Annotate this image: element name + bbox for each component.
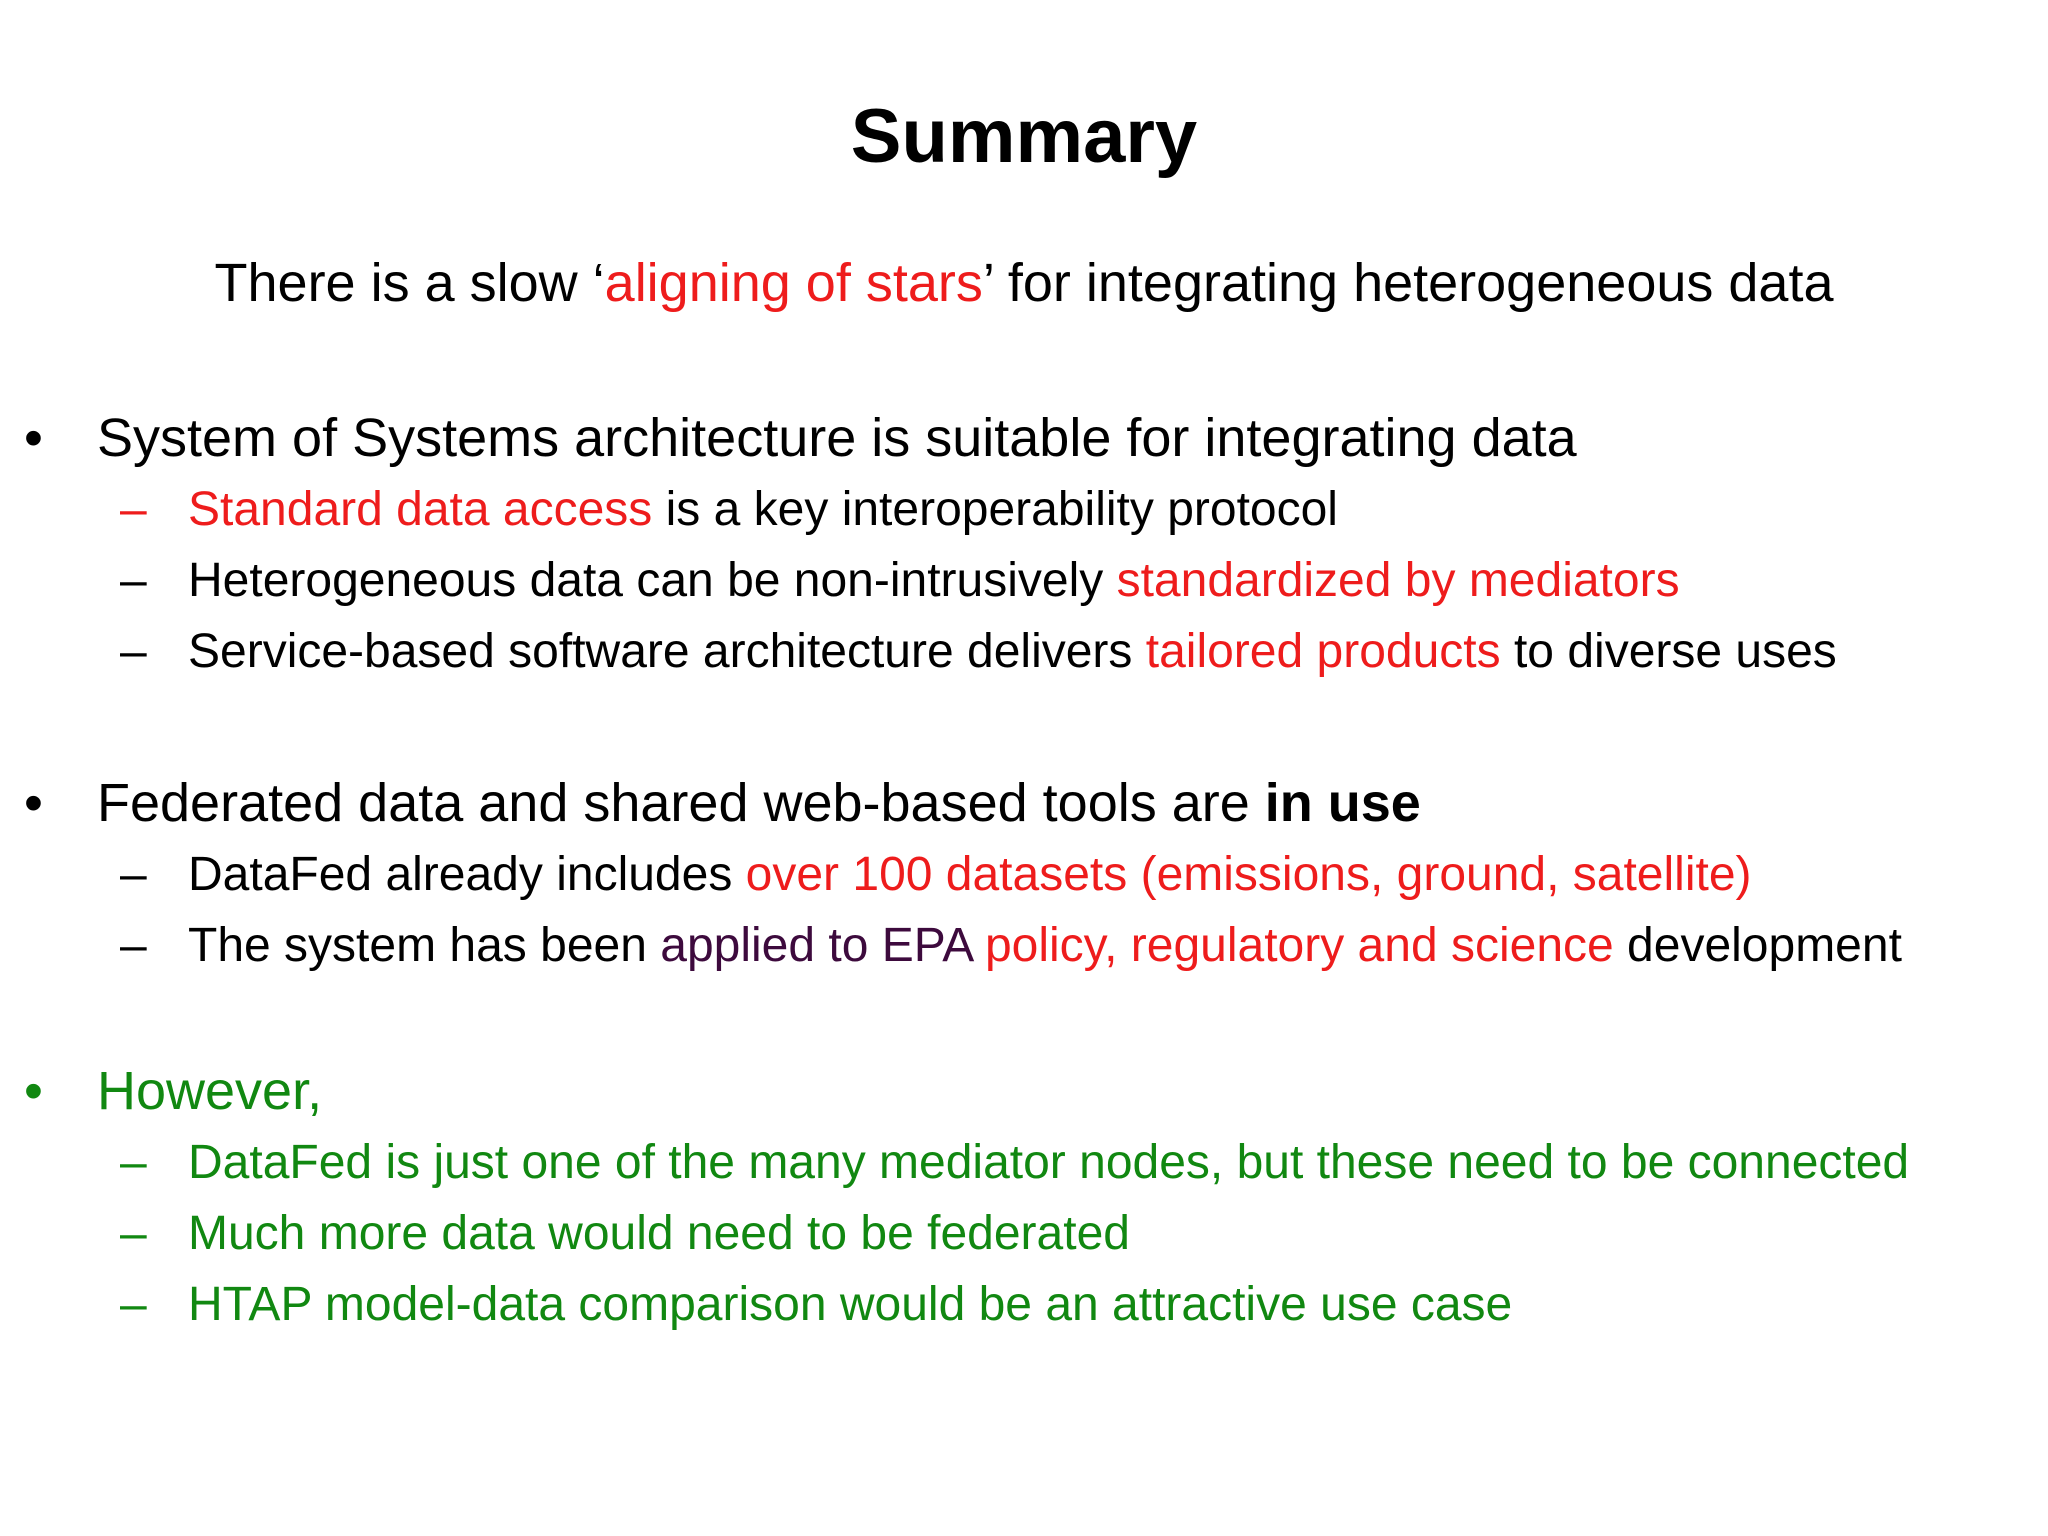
sub-bullet-marker: – (120, 1207, 147, 1260)
sub-bullet-item (188, 481, 1338, 539)
sub-bullet-text: to diverse uses (1500, 625, 1837, 678)
bullet-text-bold: in use (1264, 773, 1421, 833)
subtitle-text-before: There is a slow ‘ (214, 253, 605, 313)
bullet-marker: • (24, 773, 43, 833)
bullet-marker: • (24, 1061, 43, 1121)
sub-bullet-item: DataFed is just one of the many mediator nodes, but these need to be connected (188, 1136, 1910, 1189)
sub-bullet-marker: – (120, 1278, 147, 1331)
sub-bullet-text: Service-based software architecture delivers (188, 625, 1146, 678)
bullet-text (97, 771, 1421, 835)
sub-bullet-item (188, 846, 1752, 904)
sub-bullet-text: The system has been (188, 919, 661, 972)
bullet-text-plain: Federated data and shared web-based tools are (97, 773, 1265, 833)
sub-bullet-item: HTAP model-data comparison would be an attractive use case (188, 1278, 1513, 1331)
sub-bullet-marker: – (120, 554, 147, 607)
bullet-marker: • (24, 408, 43, 468)
sub-bullet-item (188, 623, 1837, 681)
sub-bullet-marker: – (120, 1136, 147, 1189)
sub-bullet-highlight: standardized by mediators (1116, 554, 1680, 607)
sub-bullet-item: Much more data would need to be federated (188, 1207, 1130, 1260)
sub-bullet-highlight: tailored products (1145, 625, 1501, 678)
subtitle-text-after: ’ for integrating heterogeneous data (982, 253, 1834, 313)
sub-bullet-marker: – (120, 483, 147, 536)
sub-bullet-highlight: over 100 datasets (emissions, ground, satellite) (745, 848, 1752, 901)
sub-bullet-text: is a key interoperability protocol (652, 483, 1338, 536)
subtitle-highlight: aligning of stars (604, 253, 983, 313)
sub-bullet-highlight: policy, regulatory and science (984, 919, 1614, 972)
sub-bullet-marker: – (120, 919, 147, 972)
slide-title: Summary (850, 94, 1198, 179)
slide-subtitle (0, 251, 2048, 315)
sub-bullet-purple: applied to EPA (660, 919, 985, 972)
sub-bullet-marker: – (120, 625, 147, 678)
sub-bullet-text: Heterogeneous data can be non-intrusively (188, 554, 1117, 607)
bullet-text: However, (97, 1061, 323, 1121)
sub-bullet-text: development (1613, 919, 1902, 972)
sub-bullet-marker: – (120, 848, 147, 901)
sub-bullet-item (188, 552, 1680, 610)
sub-bullet-item (188, 917, 1902, 975)
bullet-text: System of Systems architecture is suitable for integrating data (97, 408, 1577, 468)
sub-bullet-highlight: Standard data access (188, 483, 653, 536)
sub-bullet-text: DataFed already includes (188, 848, 746, 901)
